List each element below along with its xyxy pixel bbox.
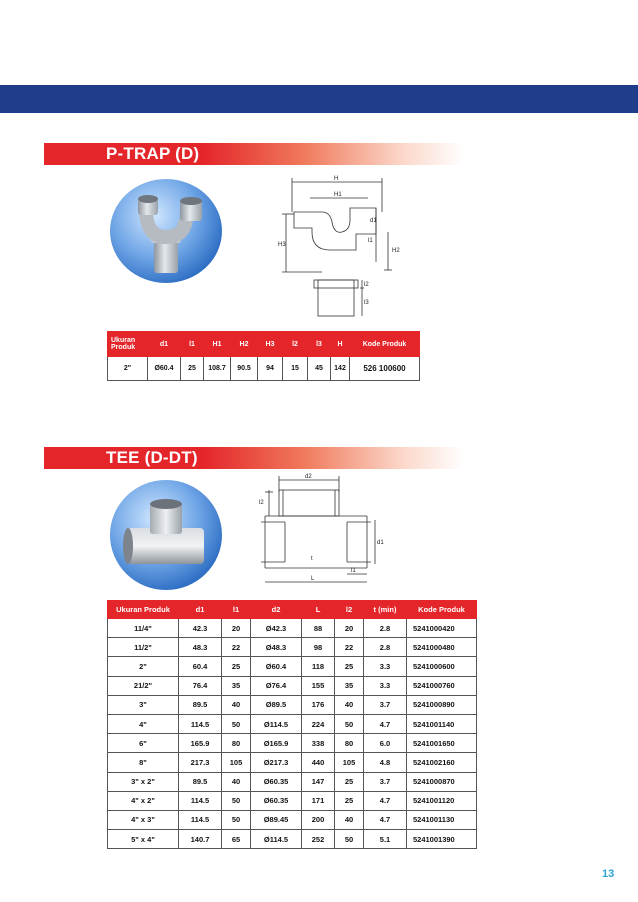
table-cell: 98 xyxy=(302,638,335,657)
table-cell: 5241001140 xyxy=(407,714,477,733)
ptrap-label-H3: H3 xyxy=(278,242,286,248)
ptrap-label-l3: l3 xyxy=(364,300,369,306)
tee-product-photo xyxy=(110,480,222,590)
table-cell: 5241000870 xyxy=(407,772,477,791)
table-cell: 21/2" xyxy=(108,676,179,695)
table-cell: 80 xyxy=(222,734,251,753)
table-cell: Ø42.3 xyxy=(251,619,302,638)
tee-header-kode: Kode Produk xyxy=(407,601,477,619)
table-cell: Ø114.5 xyxy=(251,714,302,733)
table-cell: 5.1 xyxy=(364,830,407,849)
table-cell: 50 xyxy=(335,714,364,733)
table-cell: Ø60.4 xyxy=(148,357,181,381)
table-cell: 3.3 xyxy=(364,676,407,695)
tee-header-tmin: t (min) xyxy=(364,601,407,619)
table-cell: 25 xyxy=(181,357,204,381)
table-cell: 217.3 xyxy=(179,753,222,772)
table-cell: 25 xyxy=(335,791,364,810)
tee-label-t: t xyxy=(311,556,313,562)
table-cell: 8" xyxy=(108,753,179,772)
table-cell: Ø48.3 xyxy=(251,638,302,657)
table-cell: 5241000600 xyxy=(407,657,477,676)
table-cell: 11/4" xyxy=(108,619,179,638)
tee-header-l2: l2 xyxy=(335,601,364,619)
table-cell: 50 xyxy=(222,791,251,810)
tee-header-row xyxy=(108,601,477,619)
table-row xyxy=(108,791,477,810)
ptrap-label-H1: H1 xyxy=(334,192,342,198)
table-cell: 155 xyxy=(302,676,335,695)
tee-label-d2: d2 xyxy=(305,474,312,480)
ptrap-title: P-TRAP (D) xyxy=(106,144,200,163)
table-cell: 252 xyxy=(302,830,335,849)
table-cell: 5" x 4" xyxy=(108,830,179,849)
table-cell: 94 xyxy=(258,357,283,381)
tee-header-d1: d1 xyxy=(179,601,222,619)
table-cell: 5241001390 xyxy=(407,830,477,849)
table-cell: 165.9 xyxy=(179,734,222,753)
ptrap-header-H3: H3 xyxy=(258,332,283,357)
ptrap-label-H2: H2 xyxy=(392,248,400,254)
table-cell: 5241000760 xyxy=(407,676,477,695)
table-cell: 90.5 xyxy=(231,357,258,381)
table-cell: 5241000420 xyxy=(407,619,477,638)
table-cell: 2.8 xyxy=(364,638,407,657)
table-cell: Ø89.45 xyxy=(251,810,302,829)
table-cell: 40 xyxy=(222,695,251,714)
table-cell: 114.5 xyxy=(179,791,222,810)
table-cell: 11/2" xyxy=(108,638,179,657)
tee-spec-table xyxy=(107,600,477,849)
tee-table-body xyxy=(108,619,477,849)
table-cell: 40 xyxy=(335,810,364,829)
table-cell: 2" xyxy=(108,657,179,676)
table-cell: 50 xyxy=(335,830,364,849)
ptrap-spec-table xyxy=(107,331,420,381)
table-cell: 65 xyxy=(222,830,251,849)
table-cell: Ø165.9 xyxy=(251,734,302,753)
ptrap-technical-drawing xyxy=(272,172,402,322)
ptrap-header-d1: d1 xyxy=(148,332,181,357)
table-cell: 89.5 xyxy=(179,772,222,791)
table-row xyxy=(108,830,477,849)
table-cell: 3" x 2" xyxy=(108,772,179,791)
table-row xyxy=(108,676,477,695)
tee-label-l2: l2 xyxy=(259,500,264,506)
table-cell: 25 xyxy=(222,657,251,676)
table-row xyxy=(108,714,477,733)
table-cell: 3" xyxy=(108,695,179,714)
table-row xyxy=(108,695,477,714)
table-cell: 5241002160 xyxy=(407,753,477,772)
ptrap-section-banner xyxy=(44,143,464,165)
table-cell: 526 100600 xyxy=(350,357,420,381)
table-cell: 3.7 xyxy=(364,695,407,714)
table-cell: 89.5 xyxy=(179,695,222,714)
table-cell: 20 xyxy=(335,619,364,638)
table-row xyxy=(108,810,477,829)
table-row xyxy=(108,619,477,638)
table-cell: 6.0 xyxy=(364,734,407,753)
table-row xyxy=(108,734,477,753)
ptrap-label-l1: l1 xyxy=(368,238,373,244)
table-cell: 5241000890 xyxy=(407,695,477,714)
table-cell: 140.7 xyxy=(179,830,222,849)
table-cell: 80 xyxy=(335,734,364,753)
ptrap-header-row xyxy=(108,332,420,357)
table-cell: 5241001120 xyxy=(407,791,477,810)
table-row xyxy=(108,657,477,676)
table-cell: 88 xyxy=(302,619,335,638)
tee-label-d1: d1 xyxy=(377,540,384,546)
table-cell: 4.8 xyxy=(364,753,407,772)
tee-header-ukuran: Ukuran Produk xyxy=(108,601,179,619)
table-cell: Ø114.5 xyxy=(251,830,302,849)
table-cell: 48.3 xyxy=(179,638,222,657)
tee-header-l1: l1 xyxy=(222,601,251,619)
table-cell: 142 xyxy=(331,357,350,381)
table-cell: 50 xyxy=(222,714,251,733)
table-cell: 5241001650 xyxy=(407,734,477,753)
ptrap-header-H2: H2 xyxy=(231,332,258,357)
ptrap-product-photo xyxy=(110,179,222,283)
table-cell: 42.3 xyxy=(179,619,222,638)
table-cell: 176 xyxy=(302,695,335,714)
table-cell: Ø60.35 xyxy=(251,772,302,791)
tee-header-L: L xyxy=(302,601,335,619)
table-cell: 4" xyxy=(108,714,179,733)
tee-label-L: L xyxy=(311,576,315,582)
table-cell: 5241000480 xyxy=(407,638,477,657)
table-cell: Ø217.3 xyxy=(251,753,302,772)
table-cell: 338 xyxy=(302,734,335,753)
table-cell: 224 xyxy=(302,714,335,733)
top-header-band xyxy=(0,85,638,113)
table-cell: 50 xyxy=(222,810,251,829)
table-cell: 5241001130 xyxy=(407,810,477,829)
table-cell: Ø60.35 xyxy=(251,791,302,810)
table-cell: 171 xyxy=(302,791,335,810)
table-cell: 3.3 xyxy=(364,657,407,676)
table-cell: 45 xyxy=(308,357,331,381)
tee-section-banner xyxy=(44,447,464,469)
table-cell: 40 xyxy=(335,695,364,714)
table-cell: 147 xyxy=(302,772,335,791)
table-row xyxy=(108,753,477,772)
table-cell: 76.4 xyxy=(179,676,222,695)
table-cell: 25 xyxy=(335,657,364,676)
table-cell: 35 xyxy=(335,676,364,695)
ptrap-header-kode: Kode Produk xyxy=(350,332,420,357)
ptrap-header-l2: l2 xyxy=(283,332,308,357)
table-cell: 118 xyxy=(302,657,335,676)
table-cell: 20 xyxy=(222,619,251,638)
table-cell: 15 xyxy=(283,357,308,381)
table-cell: 105 xyxy=(222,753,251,772)
table-cell: Ø76.4 xyxy=(251,676,302,695)
table-cell: 114.5 xyxy=(179,810,222,829)
ptrap-pipe-image xyxy=(110,179,222,283)
ptrap-header-l3: l3 xyxy=(308,332,331,357)
ptrap-header-H: H xyxy=(331,332,350,357)
table-row xyxy=(108,772,477,791)
table-cell: 4.7 xyxy=(364,810,407,829)
tee-technical-drawing xyxy=(255,470,385,588)
table-cell: 6" xyxy=(108,734,179,753)
table-cell: 108.7 xyxy=(204,357,231,381)
table-cell: Ø89.5 xyxy=(251,695,302,714)
table-cell: 22 xyxy=(335,638,364,657)
table-row xyxy=(108,357,420,381)
ptrap-header-H1: H1 xyxy=(204,332,231,357)
table-cell: Ø60.4 xyxy=(251,657,302,676)
table-cell: 22 xyxy=(222,638,251,657)
table-cell: 114.5 xyxy=(179,714,222,733)
table-cell: 200 xyxy=(302,810,335,829)
table-cell: 3.7 xyxy=(364,772,407,791)
table-cell: 2" xyxy=(108,357,148,381)
table-cell: 25 xyxy=(335,772,364,791)
ptrap-label-d1: d1 xyxy=(370,218,377,224)
table-cell: 35 xyxy=(222,676,251,695)
ptrap-label-l2: l2 xyxy=(364,282,369,288)
ptrap-header-ukuran: Ukuran Produk xyxy=(108,332,148,357)
tee-pipe-image xyxy=(110,480,222,590)
tee-title: TEE (D-DT) xyxy=(106,448,198,467)
table-cell: 440 xyxy=(302,753,335,772)
table-cell: 4" x 3" xyxy=(108,810,179,829)
tee-header-d2: d2 xyxy=(251,601,302,619)
table-cell: 4" x 2" xyxy=(108,791,179,810)
table-cell: 40 xyxy=(222,772,251,791)
table-cell: 105 xyxy=(335,753,364,772)
table-cell: 4.7 xyxy=(364,791,407,810)
table-cell: 4.7 xyxy=(364,714,407,733)
table-cell: 60.4 xyxy=(179,657,222,676)
tee-label-l1: l1 xyxy=(351,568,356,574)
table-cell: 2.8 xyxy=(364,619,407,638)
table-row xyxy=(108,638,477,657)
ptrap-header-l1: l1 xyxy=(181,332,204,357)
ptrap-label-H: H xyxy=(334,176,339,182)
page-number: 13 xyxy=(602,868,615,880)
